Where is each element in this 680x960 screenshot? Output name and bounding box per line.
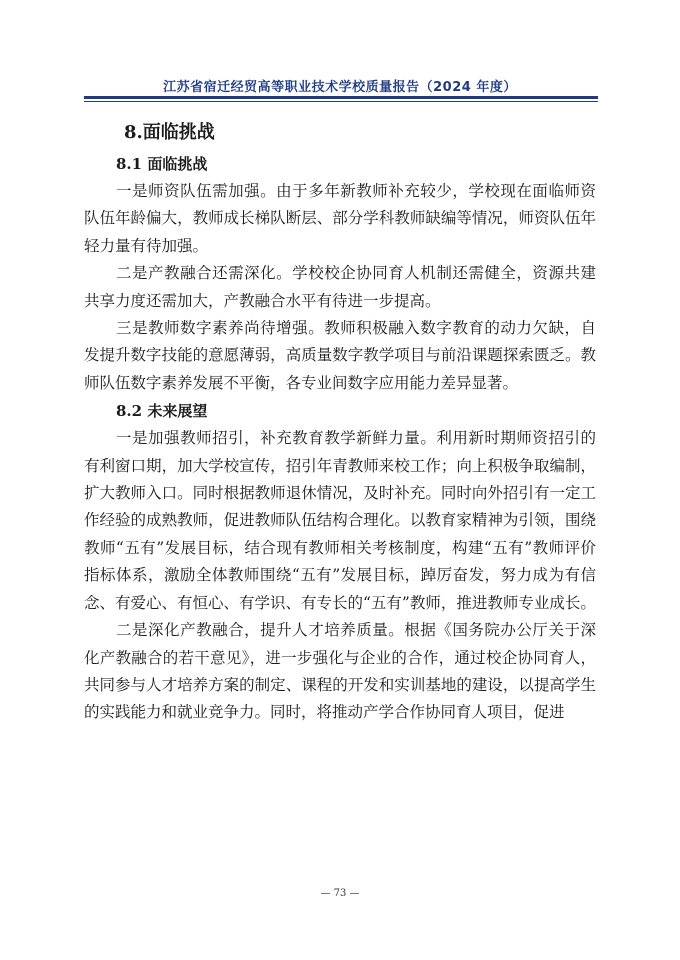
header-divider-thin — [84, 101, 598, 102]
report-header-title: 江苏省宿迁经贸高等职业技术学校质量报告（2024 年度） — [163, 80, 517, 95]
paragraph: 一是师资队伍需加强。由于多年新教师补充较少，学校现在面临师资队伍年龄偏大，教师成长梯队断层、部分学科教师缺编等情况，师资队伍年轻力量有待加强。 — [84, 182, 596, 255]
paragraph: 二是深化产教融合，提升人才培养质量。根据《国务院办公厅关于深化产教融合的若干意见》，进一步强化与企业的合作，通过校企协同育人，共同参与人才培养方案的制定、课程的开发和实训基地的建设，以提高学生的实践能力和就业竞争力。同时，将推动产学合作协同育人项目，促进 — [84, 621, 596, 722]
page-content — [84, 116, 596, 727]
subsection-title-challenges: 8.1 面临挑战 — [116, 155, 208, 173]
paragraph: 三是教师数字素养尚待增强。教师积极融入数字教育的动力欠缺，自发提升数字技能的意愿薄弱，高质量数字教学项目与前沿课题探索匮乏。教师队伍数字素养发展不平衡，各专业间数字应用能力差异显著。 — [84, 319, 596, 392]
paragraph: 二是产教融合还需深化。学校校企协同育人机制还需健全，资源共建共享力度还需加大，产教融合水平有待进一步提高。 — [84, 264, 596, 310]
header-divider-thick — [84, 96, 598, 99]
page-number: — 73 — — [320, 888, 360, 899]
section-title: 8.面临挑战 — [124, 122, 215, 143]
subsection-title-outlook: 8.2 未来展望 — [116, 402, 208, 421]
paragraph: 一是加强教师招引，补充教育教学新鲜力量。利用新时期师资招引的有利窗口期，加大学校宣传，招引年青教师来校工作；向上积极争取编制，扩大教师入口。同时根据教师退休情况，及时补充。同时向外招引有一定工作经验的成熟教师，促进教师队伍结构合理化。以教育家精神为引领，围绕教师“五有”发展目标，结合现有教师相关考核制度，构建“五有”教师评价指标体系，激励全体教师围绕“五有”发展目标，踔厉奋发，努力成为有信念、有爱心、有恒心、有学识、有专长的“五有”教师，推进教师专业成长。 — [84, 429, 596, 612]
